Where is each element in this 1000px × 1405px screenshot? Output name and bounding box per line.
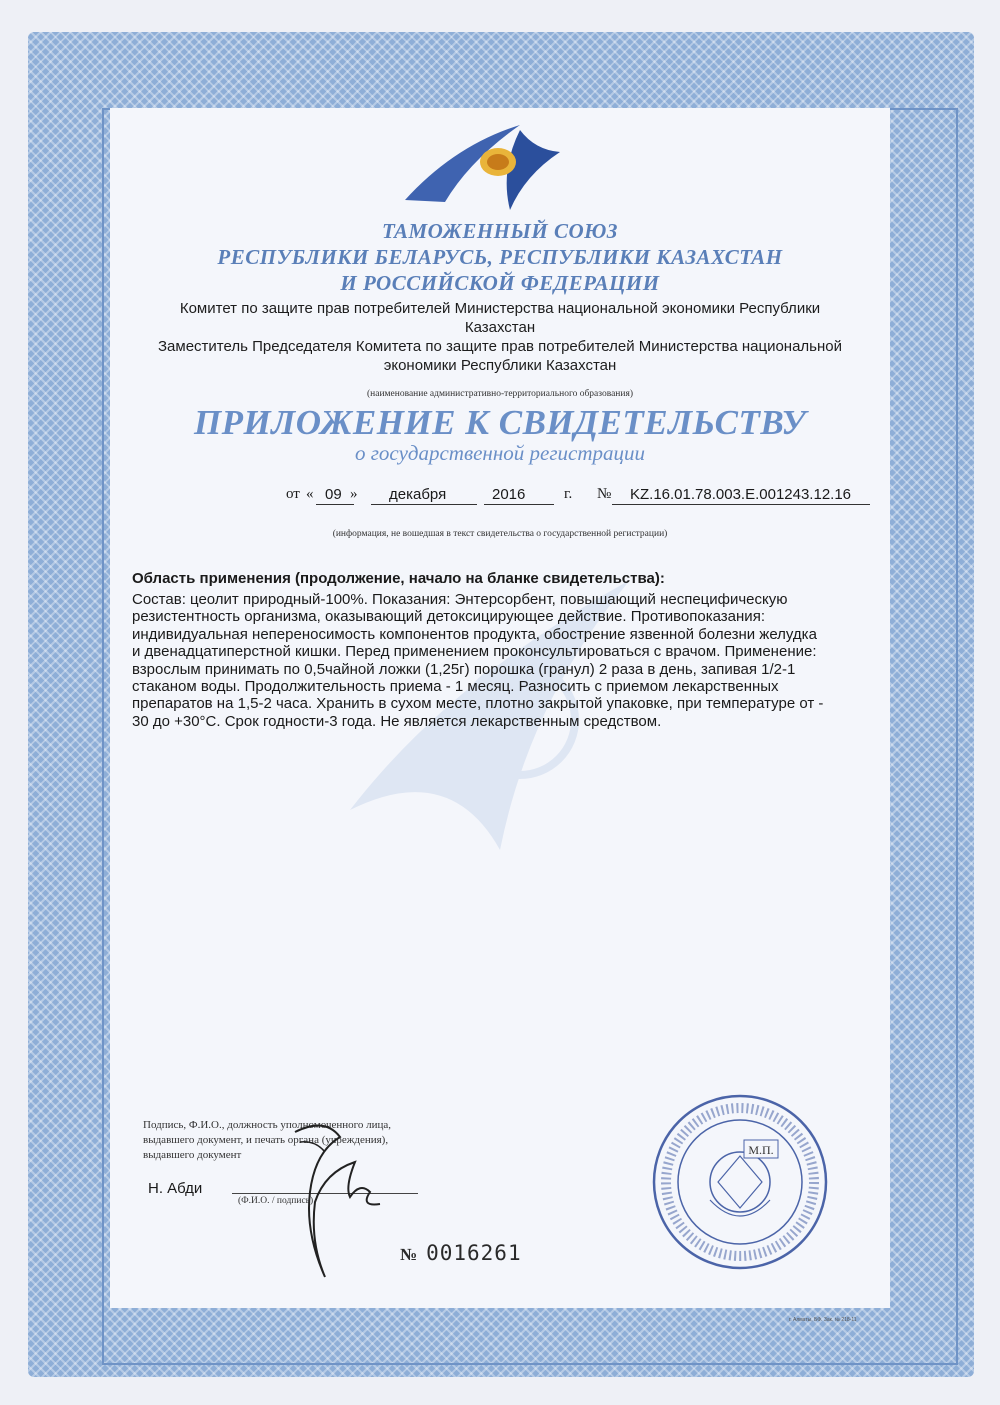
fio-note: (Ф.И.О. / подпись) bbox=[238, 1196, 314, 1206]
open-quote: « bbox=[306, 486, 314, 502]
signature-label-line: Подпись, Ф.И.О., должность уполномоченного лица, bbox=[143, 1119, 392, 1131]
issuing-authority bbox=[110, 299, 890, 375]
authority-line: Заместитель Председателя Комитета по защите прав потребителей Министерства национальной bbox=[157, 338, 843, 355]
date-year: 2016 bbox=[492, 486, 526, 503]
document-title: ПРИЛОЖЕНИЕ К СВИДЕТЕЛЬСТВУ bbox=[193, 403, 807, 442]
blank-serial-number bbox=[400, 1241, 522, 1265]
signatory-name: Н. Абди bbox=[148, 1180, 203, 1197]
registration-number: KZ.16.01.78.003.E.001243.12.16 bbox=[630, 486, 852, 503]
handwritten-signature bbox=[255, 1112, 395, 1282]
year-underline bbox=[484, 504, 554, 505]
union-title-line: РЕСПУБЛИКИ БЕЛАРУСЬ, РЕСПУБЛИКИ КАЗАХСТАН bbox=[217, 245, 783, 269]
scope-line: препаратов на 1,5-2 часа. Хранить в сухом месте, плотно закрытой упаковке, при температуре от - bbox=[132, 695, 824, 713]
serial-digits: 0016261 bbox=[426, 1241, 522, 1265]
number-underline bbox=[612, 504, 870, 505]
seal-mp-label: М.П. bbox=[748, 1143, 774, 1157]
signature-label-line: выдавшего документ, и печать органа (учреждения), bbox=[143, 1134, 389, 1146]
day-underline bbox=[316, 504, 354, 505]
serial-sign: № bbox=[400, 1245, 419, 1264]
scope-line: резистентность организма, оказывающий детоксицирующее действие. Противопоказания: bbox=[132, 608, 765, 626]
scope-body bbox=[132, 591, 897, 730]
authority-line: Комитет по защите прав потребителей Министерства национальной экономики Республики bbox=[179, 300, 821, 317]
authority-line: экономики Республики Казахстан bbox=[383, 357, 617, 374]
signature-label-line: выдавшего документ bbox=[143, 1149, 242, 1161]
document-subtitle: о государственной регистрации bbox=[354, 441, 645, 465]
authority-note: (наименование административно-территориального образования) bbox=[366, 389, 633, 399]
scope-line: Состав: цеолит природный-100%. Показания: Энтерсорбент, повышающий неспецифическую bbox=[132, 591, 788, 608]
month-underline bbox=[371, 504, 477, 505]
union-title-line: И РОССИЙСКОЙ ФЕДЕРАЦИИ bbox=[340, 271, 660, 295]
number-sign: № bbox=[597, 486, 612, 502]
official-seal bbox=[650, 1082, 830, 1282]
scope-line: 30 до +30°С. Срок годности-3 года. Не является лекарственным средством. bbox=[132, 712, 662, 730]
info-note: (информация, не вошедшая в текст свидетельства о государственной регистрации) bbox=[332, 529, 668, 539]
year-suffix: г. bbox=[564, 486, 573, 502]
scope-line: взрослым принимать по 0,5чайной ложки (1,25г) порошка (гранул) 2 раза в день, запивая 1/2-1 bbox=[132, 660, 796, 678]
union-title-line: ТАМОЖЕННЫЙ СОЮЗ bbox=[382, 219, 618, 243]
date-month: декабря bbox=[389, 486, 447, 503]
printer-note: г. Алматы, БФ. Зак. № 218-11 bbox=[789, 1317, 857, 1323]
registration-date-line bbox=[0, 486, 1000, 510]
customs-union-logo bbox=[400, 120, 570, 212]
customs-union-title bbox=[150, 218, 850, 296]
authority-line: Казахстан bbox=[464, 319, 536, 336]
scope-line: стаканом воды. Продолжительность приема - 1 месяц. Разносить с приемом лекарственных bbox=[132, 678, 779, 696]
date-day: 09 bbox=[325, 486, 342, 503]
date-prefix: от bbox=[286, 486, 300, 502]
close-quote: » bbox=[350, 486, 358, 502]
scope-line: и двенадцатиперстной кишки. Перед применением проконсультироваться с врачом. Применение: bbox=[132, 643, 817, 661]
scope-heading: Область применения (продолжение, начало на бланке свидетельства): bbox=[132, 570, 665, 587]
scope-line: индивидуальная непереносимость компонентов продукта, обострение язвенной болезни желудка bbox=[132, 625, 817, 643]
